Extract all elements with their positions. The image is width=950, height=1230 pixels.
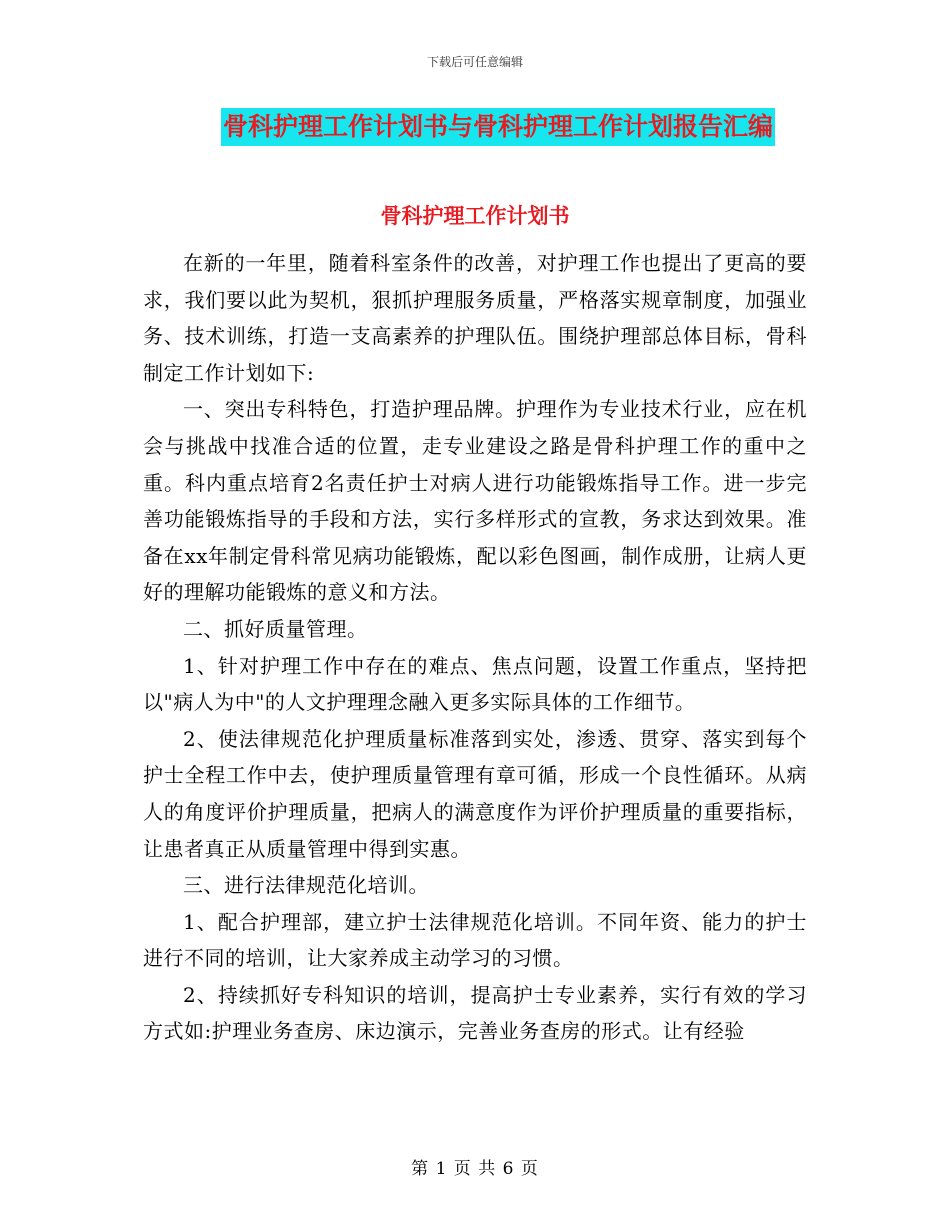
paragraph: 1、配合护理部，建立护士法律规范化培训。不同年资、能力的护士进行不同的培训，让大家养成主动学习的习惯。 xyxy=(143,909,807,971)
page-header-note: 下载后可任意编辑 xyxy=(426,55,523,69)
document-title: 骨科护理工作计划书与骨科护理工作计划报告汇编 xyxy=(221,108,775,146)
document-title-block xyxy=(0,108,950,146)
paragraph: 二、抓好质量管理。 xyxy=(183,616,368,641)
paragraph: 三、进行法律规范化培训。 xyxy=(183,873,429,898)
section-title: 骨科护理工作计划书 xyxy=(380,204,570,228)
page-number: 第 1 页 共 6 页 xyxy=(411,1159,539,1179)
paragraph: 在新的一年里，随着科室条件的改善，对护理工作也提出了更高的要求，我们要以此为契机，狠抓护理服务质量，严格落实规章制度，加强业务、技术训练，打造一支高素养的护理队伍。围绕护理部总体目标，骨科制定工作计划如下: xyxy=(143,251,807,385)
paragraph: 2、使法律规范化护理质量标准落到实处，渗透、贯穿、落实到每个护士全程工作中去，使护理质量管理有章可循，形成一个良性循环。从病人的角度评价护理质量，把病人的满意度作为评价护理质量的重要指标，让患者真正从质量管理中得到实惠。 xyxy=(143,726,807,861)
document-body xyxy=(143,245,807,1050)
paragraph: 一、突出专科特色，打造护理品牌。护理作为专业技术行业，应在机会与挑战中找准合适的位置，走专业建设之路是骨科护理工作的重中之重。科内重点培育2名责任护士对病人进行功能锻炼指导工作。进一步完善功能锻炼指导的手段和方法，实行多样形式的宣教，务求达到效果。准备在xx年制定骨科常见病功能锻炼，配以彩色图画，制作成册，让病人更好的理解功能锻炼的意义和方法。 xyxy=(143,397,807,605)
paragraph: 2、持续抓好专科知识的培训，提高护士专业素养，实行有效的学习方式如:护理业务查房、床边演示，完善业务查房的形式。让有经验 xyxy=(143,982,807,1044)
paragraph: 1、针对护理工作中存在的难点、焦点问题，设置工作重点，坚持把以"病人为中"的人文护理理念融入更多实际具体的工作细节。 xyxy=(143,653,807,715)
